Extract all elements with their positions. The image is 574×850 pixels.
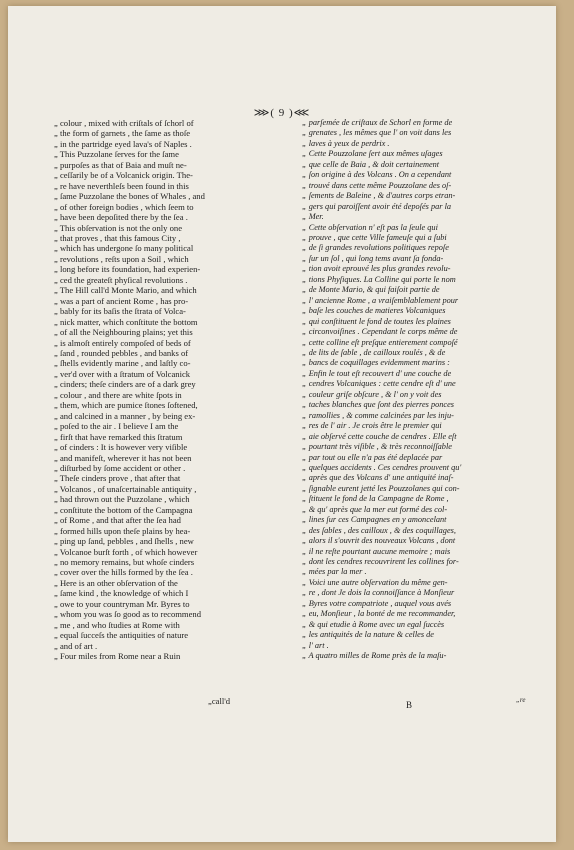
text-line: „ ſements de Baleine , & d'autres corps etran- xyxy=(302,191,456,201)
text-line: „ tion avoit eprouvé les plus grandes revolu- xyxy=(302,264,451,274)
text-line: „ The Hill call'd Monte Mario, and which xyxy=(54,285,197,296)
text-line: „ purpoſes as that of Baia and muſt ne- xyxy=(54,159,187,170)
text-line: „ Volcanoe burſt forth , of which however xyxy=(54,546,198,557)
text-line: „ Cette Pouzzolane ſert aux mêmes uſages xyxy=(302,149,443,159)
english-text-column xyxy=(54,118,284,662)
text-line: „ trouvé dans cette même Pouzzolane des oſ- xyxy=(302,180,452,190)
text-line: „ had thrown out the Puzzolane , which xyxy=(54,494,190,505)
text-line: „ les antiquités de la nature & celles de xyxy=(302,630,434,640)
text-line: „ de lits de ſable , de cailloux roulés , & de xyxy=(302,347,446,357)
text-line: „ grenates , les mêmes que l' on voit dans les xyxy=(302,128,452,138)
text-line: „ ſtituent le fond de la Campagne de Rome , xyxy=(302,494,449,504)
text-line: „ baſe les couches de matieres Volcaniques xyxy=(302,306,446,316)
text-line: „ whom you was ſo good as to recommend xyxy=(54,609,202,620)
text-line: „ de Monte Mario, & qui faiſoit partie de xyxy=(302,285,440,295)
text-line: „ ſon origine à des Volcans . On a cependant xyxy=(302,170,452,180)
text-line: „ A quatro milles de Rome près de la maſu- xyxy=(302,651,447,661)
text-line: „ and calcined in a manner , by being ex- xyxy=(54,410,196,421)
text-line: „ par tout ou elle n'a pas été deplacée par xyxy=(302,452,443,462)
text-line: „ diſturbed by ſome accident or other . xyxy=(54,462,186,473)
text-line: „ après que des Volcans d' une antiquité inaſ- xyxy=(302,473,454,483)
text-line: „ que celle de Baia , & doit certainement xyxy=(302,159,440,169)
text-line: „ & qu' après que la mer eut formé des col- xyxy=(302,504,448,514)
text-line: „ was a part of ancient Rome , has pro- xyxy=(54,295,189,306)
text-line: „ Four miles from Rome near a Ruin xyxy=(54,651,181,662)
text-line: „ prouve , que cette Ville fameuſe qui a ſubi xyxy=(302,232,447,242)
text-line: „ Voici une autre obſervation du même gen- xyxy=(302,577,448,587)
text-line: „ firſt that have remarked this ſtratum xyxy=(54,431,183,442)
text-line: „ poſed to the air . I believe I am the xyxy=(54,421,179,432)
text-line: „ ſame kind , the knowledge of which I xyxy=(54,588,189,599)
text-line: „ formed hills upon theſe plains by hea- xyxy=(54,525,191,536)
catchword-right: „re xyxy=(516,696,526,704)
text-line: „ re , dont Je dois la connoiſſance à Monſieur xyxy=(302,588,455,598)
text-line: „ lines ſur ces Campagnes en y amoncelant xyxy=(302,515,447,525)
text-line: „ l' ancienne Rome , a vraiſemblablement pour xyxy=(302,295,459,305)
text-line: „ ping up ſand, pebbles , and ſhells , new xyxy=(54,536,194,547)
text-line: „ parſemée de criſtaux de Schorl en forme de xyxy=(302,118,453,127)
text-line: „ alors il s'ouvrit des nouveaux Volcans , dont xyxy=(302,536,456,546)
text-line: „ of other foreign bodies , which ſeem to xyxy=(54,201,194,212)
text-line: „ couleur griſe obſcure , & l' on y voit des xyxy=(302,389,442,399)
text-line: „ ceſſarily be of a Volcanick origin. The- xyxy=(54,170,193,181)
text-line: „ Enfin le tout eſt recouvert d' une couche de xyxy=(302,368,452,378)
text-line: „ in the partridge eyed lava's of Naples . xyxy=(54,138,192,149)
text-line: „ tions Phyſiques. La Colline qui porte le nom xyxy=(302,274,456,284)
text-line: „ cendres Volcaniques : cette cendre eſt d' une xyxy=(302,379,456,389)
text-line: „ ſand , rounded pebbles , and banks of xyxy=(54,347,189,358)
text-line: „ ced the greateſt phyſical revolutions . xyxy=(54,274,188,285)
text-line: „ Theſe cinders prove , that after that xyxy=(54,473,181,484)
text-line: „ which has undergone ſo many political xyxy=(54,243,194,254)
text-line: „ eu, Monſieur , la bonté de me recommander, xyxy=(302,609,456,619)
text-line: „ pourtant très viſible , & très reconnoiſſable xyxy=(302,442,452,452)
text-line: „ de ſi grandes revolutions politiques repoſe xyxy=(302,243,449,253)
text-line: „ of cinders : It is however very viſible xyxy=(54,442,188,453)
text-line: „ re have neverthleſs been found in this xyxy=(54,180,189,191)
text-line: „ Volcanos , of unaſcertainable antiquity , xyxy=(54,483,197,494)
text-line: „ Byres votre compatriote , auquel vous avés xyxy=(302,598,452,608)
page-number: ⋙( 9 )⋘ xyxy=(253,107,311,119)
text-line: „ ſame Puzzolane the bones of Whales , and xyxy=(54,191,205,202)
text-line: „ colour , and there are white ſpots in xyxy=(54,389,182,400)
text-line: „ ver'd over with a ſtratum of Volcanick xyxy=(54,368,191,379)
text-line: „ This obſervation is not the only one xyxy=(54,222,183,233)
text-line: „ me , and who ſtudies at Rome with xyxy=(54,619,180,630)
text-line: „ owe to your countryman Mr. Byres to xyxy=(54,598,190,609)
text-line: „ long before its foundation, had experien- xyxy=(54,264,201,275)
text-line: „ des ſables , des cailloux , & des coquillages, xyxy=(302,525,456,535)
text-line: „ il ne reſte pourtant aucune memoire ; mais xyxy=(302,546,451,556)
text-line: „ and of art . xyxy=(54,640,98,651)
text-line: „ This Puzzolane ſerves for the ſame xyxy=(54,149,179,160)
text-line: „ them, which are pumice ſtones ſoftened, xyxy=(54,400,198,411)
text-line: „ circonvoiſines . Cependant le corps même de xyxy=(302,327,458,337)
text-line: „ ramollies , & comme calcinées par les inju- xyxy=(302,410,454,420)
text-line: „ ſhells evidently marine , and laſtly co- xyxy=(54,358,191,369)
text-line: „ ſignable eurent jetté les Pouzzolanes qui con- xyxy=(302,483,460,493)
text-line: „ no memory remains, but whoſe cinders xyxy=(54,557,195,568)
text-line: „ cover over the hills formed by the ſea . xyxy=(54,567,193,578)
text-line: „ nick matter, which conſtitute the bottom xyxy=(54,316,198,327)
text-line: „ Here is an other obſervation of the xyxy=(54,577,178,588)
text-line: „ that proves , that this famous City , xyxy=(54,232,181,243)
text-line: „ taches blanches que ſont des pierres ponces xyxy=(302,400,455,410)
text-line: „ equal ſucceſs the antiquities of nature xyxy=(54,630,189,641)
text-line: „ is almoſt entirely compoſed of beds of xyxy=(54,337,191,348)
text-line: „ have been depoſited there by the ſea . xyxy=(54,212,188,223)
text-line: „ Mer. xyxy=(302,212,324,222)
text-line: „ revolutions , reſts upon a Soil , which xyxy=(54,253,189,264)
text-line: „ ſur un ſol , qui long tems avant ſa fonda- xyxy=(302,253,444,263)
text-line: „ Cette obſervation n' eſt pas la ſeule qui xyxy=(302,222,438,232)
text-line: „ res de l' air . Je crois être le premier qui xyxy=(302,421,442,431)
text-line: „ qui conſtituent le fond de toutes les plaines xyxy=(302,316,451,326)
text-line: „ quelques accidents . Ces cendres prouvent qu' xyxy=(302,462,462,472)
text-line: „ of all the Neighbouring plains; yet this xyxy=(54,327,193,338)
text-line: „ mées par la mer . xyxy=(302,567,367,577)
book-page xyxy=(8,6,556,842)
text-line: „ bably for its baſis the ſtrata of Volca- xyxy=(54,306,186,317)
text-line: „ l' art . xyxy=(302,640,329,650)
text-line: „ of Rome , and that after the ſea had xyxy=(54,515,181,526)
text-line: „ & qui etudie à Rome avec un egal ſuccès xyxy=(302,619,445,629)
text-line: „ dont les cendres recouvrirent les collines for- xyxy=(302,557,459,567)
text-line: „ colour , mixed with criſtals of ſchorl of xyxy=(54,118,194,128)
text-line: „ bancs de coquillages evidemment marins : xyxy=(302,358,450,368)
text-line: „ gers qui paroiſſent avoir été depoſés par la xyxy=(302,201,452,211)
text-line: „ laves à yeux de perdrix . xyxy=(302,138,390,148)
text-line: „ and manifeſt, wherever it has not been xyxy=(54,452,192,463)
text-line: „ conſtitute the bottom of the Campagna xyxy=(54,504,193,515)
french-text-column xyxy=(302,118,532,662)
text-line: „ cette colline eſt preſque entierement compoſé xyxy=(302,337,458,347)
catchword-left: „call'd xyxy=(208,696,231,706)
signature-mark: B xyxy=(406,700,413,710)
text-line: „ cinders; theſe cinders are of a dark grey xyxy=(54,379,196,390)
text-line: „ aie obſervé cette couche de cendres . Elle eſt xyxy=(302,431,457,441)
text-line: „ the form of garnets , the ſame as thoſe xyxy=(54,128,191,139)
